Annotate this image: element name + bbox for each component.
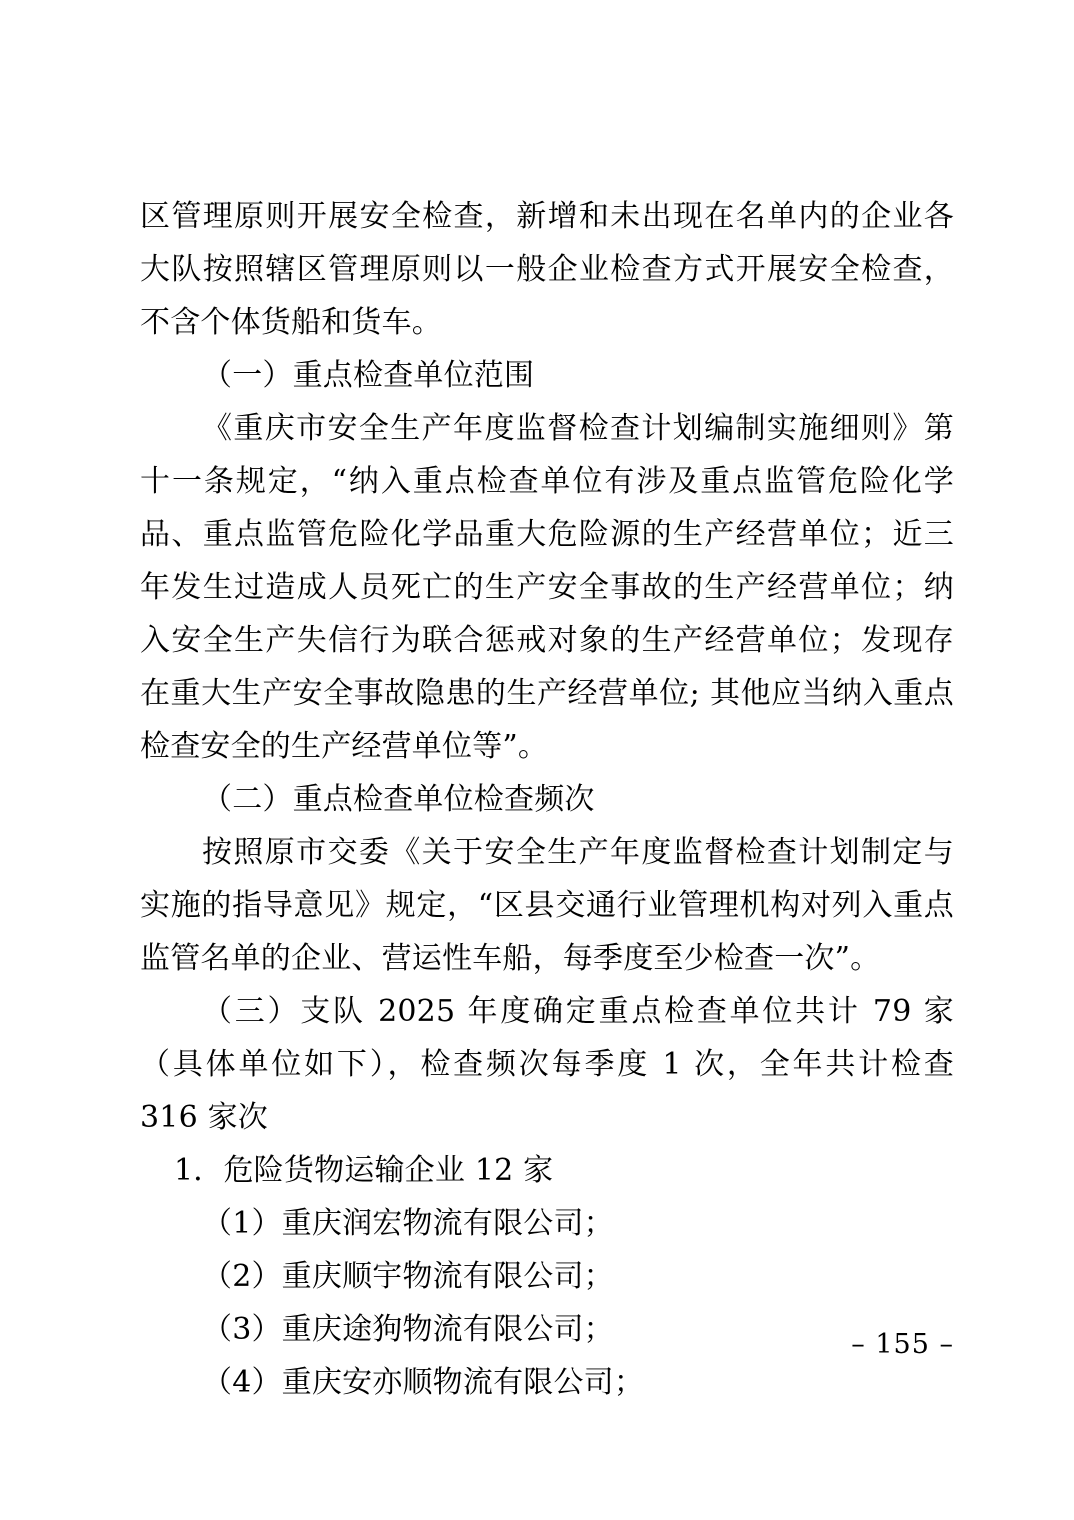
heading-section-two: （二）重点检查单位检查频次: [202, 782, 595, 817]
page-number: – 155 –: [851, 1329, 954, 1360]
list-item: （3）重庆途狗物流有限公司；: [202, 1312, 614, 1347]
heading-section-three: （三）支队 2025 年度确定重点检查单位共计 79 家（具体单位如下），检查频次每季度 1 次，全年共计检查 316 家次: [140, 994, 954, 1135]
paragraph-rule-quote: 《重庆市安全生产年度监督检查计划编制实施细则》第十一条规定，“纳入重点检查单位有涉及重点监管危险化学品、重点监管危险化学品重大危险源的生产经营单位；近三年发生过造成人员死亡的生产安全事故的生产经营单位；纳入安全生产失信行为联合惩戒对象的生产经营单位；发现存在重大生产安全事故隐患的生产经营单位; 其他应当纳入重点检查安全的生产经营单位等”。: [140, 411, 954, 764]
paragraph-guidance: 按照原市交委《关于安全生产年度监督检查计划制定与实施的指导意见》规定，“区县交通行业管理机构对列入重点监管名单的企业、营运性车船，每季度至少检查一次”。: [140, 835, 954, 976]
list-title-hazmat: 1．危险货物运输企业 12 家: [174, 1153, 554, 1188]
list-item: （2）重庆顺宇物流有限公司；: [202, 1259, 614, 1294]
heading-section-one: （一）重点检查单位范围: [202, 358, 535, 393]
document-body: [140, 190, 954, 1409]
list-item: （1）重庆润宏物流有限公司；: [202, 1206, 614, 1241]
list-item: （4）重庆安亦顺物流有限公司；: [202, 1365, 645, 1400]
paragraph-continued: 区管理原则开展安全检查，新增和未出现在名单内的企业各大队按照辖区管理原则以一般企业检查方式开展安全检查，不含个体货船和货车。: [140, 199, 954, 340]
